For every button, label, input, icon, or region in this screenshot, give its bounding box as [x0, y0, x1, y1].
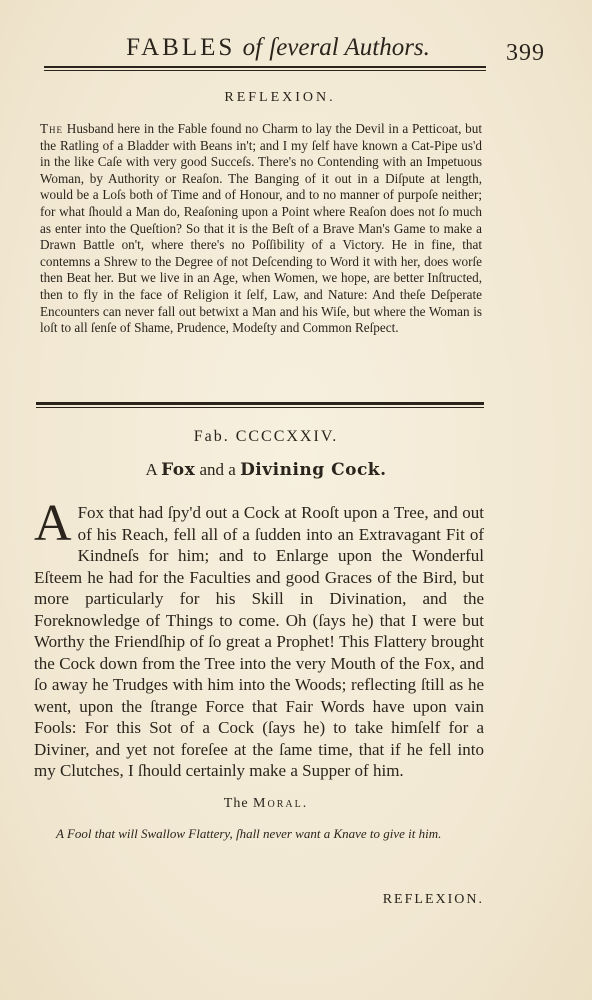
moral-heading-word: Moral.: [253, 796, 309, 811]
running-title-rest: ſeveral Authors.: [269, 34, 430, 61]
running-title-caps: FABLES: [126, 34, 236, 61]
reflexion-text: Husband here in the Fable found no Charm to lay the Devil in a Petticoat, but the Ratling of a Bladder with Beans in't; and I my ſelf have known a Cat-Pipe us'd in the like Caſe with very good Succeſs. There's no Contending with an Impetuous Woman, by Authority or Reaſon. The Banging of it out in a Diſpute at length, would be a Loſs both of Time and of Honour, and to no manner of purpoſe neither; for what ſhould a Man do, Reaſoning upon a Point where Reaſon does not ſo much as enter into the Queſtion? So that it is the Beſt of a Brave Man's Game to make a Drawn Battle on't, where there's no Poſſibility of a Victory. He in fine, that contemns a Shrew to the Degree of not Deſcending to Word it with her, does worſe then Beat her. But we live in an Age, when Women, we hope, are better Inſtructed, then to fly in the face of Religion it ſelf, Law, and Nature: And theſe Deſperate Encounters can never fall out betwixt a Man and his Wiſe, but where the Woman is loſt to all ſenſe of Shame, Prudence, Modeſty and Common Reſpect.: [40, 121, 482, 336]
drop-cap: A: [34, 495, 72, 552]
catchword: REFLEXION.: [382, 892, 484, 907]
reflexion-heading: REFLEXION.: [224, 90, 336, 105]
page-number: 399: [506, 40, 545, 66]
moral-heading: [40, 796, 492, 812]
section-rule: [36, 402, 484, 405]
running-title-of: of: [242, 34, 263, 61]
running-title: [98, 34, 458, 62]
header-rule: [44, 66, 486, 68]
reflexion-lead-word: The: [40, 121, 64, 136]
fable-title: [40, 460, 492, 480]
reflexion-body: [40, 121, 482, 337]
fable-title-a: A: [145, 460, 157, 479]
fable-title-rest: Divining Cock.: [240, 460, 387, 480]
fable-body: [34, 495, 484, 782]
header-rule-thin: [44, 70, 486, 71]
fable-number: Fab. CCCCXXIV.: [193, 428, 339, 445]
fable-title-fox: Fox: [161, 460, 196, 480]
moral-heading-the: The: [223, 796, 249, 811]
running-header: [40, 34, 545, 70]
fable-title-and: and a: [199, 460, 236, 479]
fable-text: Fox that had ſpy'd out a Cock at Rooſt upon a Tree, and out of his Reach, fell all of a ſudden into an Extravagant Fit of Kindneſs for him; and to Enlarge upon the Wonderful Eſteem he had for the Faculties and good Graces of the Bird, but more particularly for his Skill in Divination, and the Foreknowledge of Things to come. Oh (ſays he) that I were but Worthy the Friendſhip of ſo great a Prophet! This Flattery brought the Cock down from the Tree into the very Mouth of the Fox, and ſo away he Trudges with him into the Woods; reflecting ſtill as he went, upon the ſtrange Force that Fair Words have upon vain Fools: For this Sot of a Cock (ſays he) to take himſelf for a Diviner, and yet not foreſee at the ſame time, that if he fell into my Clutches, I ſhould certainly make a Supper of him.: [34, 503, 484, 780]
moral-text: A Fool that will Swallow Flattery, ſhall never want a Knave to give it him.: [56, 826, 442, 841]
section-rule-thin: [36, 407, 484, 408]
